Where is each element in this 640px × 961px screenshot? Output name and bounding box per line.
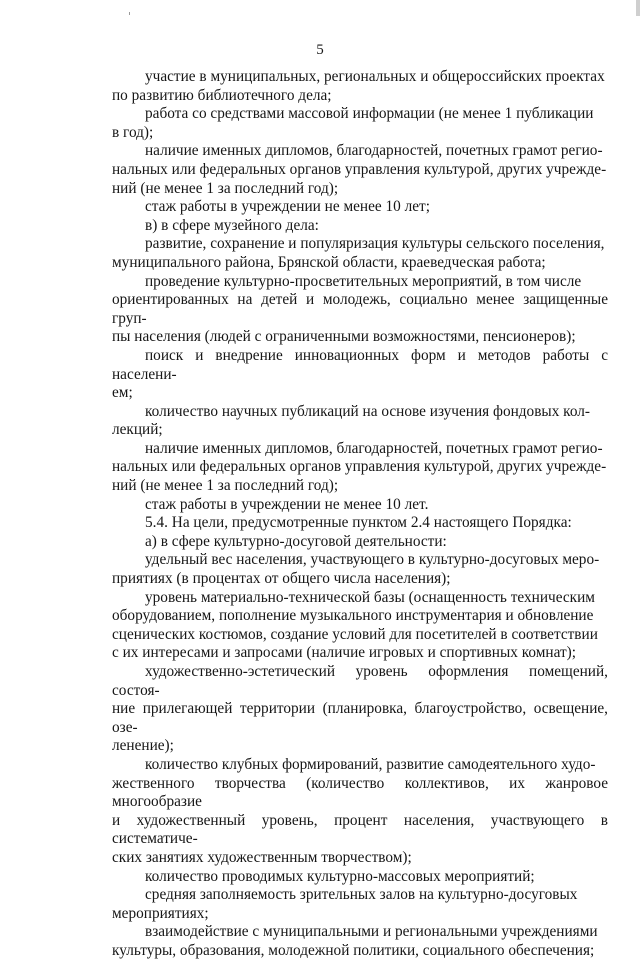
document-body	[112, 68, 608, 961]
paragraph: количество клубных формирований, развитие самодеятельного худо- жественного творчества (количество коллективов, их жанровое многообразие и художественный уровень, процент населения, участвующего в систематиче- ских занятиях художественным творчеством);	[112, 755, 608, 866]
scan-mark	[129, 12, 130, 15]
paragraph: наличие именных дипломов, благодарностей, почетных грамот регио- нальных или федеральных органов управления культурой, других учрежде- ний (не менее 1 за последний год);	[112, 439, 607, 495]
page-number: 5	[316, 42, 324, 58]
paragraph: участие в муниципальных, региональных и общероссийских проектах по развитию библиотечного дела;	[112, 68, 605, 104]
paragraph: взаимодействие с муниципальными и региональными учреждениями культуры, образования, молодежной политики, социального обеспечения;	[112, 923, 598, 959]
paragraph: уровень материально-технической базы (оснащенность техническим оборудованием, пополнение музыкального инструментария и обновление сценических костюмов, создание условий для посетителей в соответствии с их интересами и запросами (наличие игровых и спортивных комнат);	[112, 588, 598, 662]
paragraph: поиск и внедрение инновационных форм и методов работы с населени- ем;	[112, 346, 608, 402]
paragraph: развитие, сохранение и популяризация культуры сельского поселения, муниципального района, Брянской области, краеведческая работа;	[112, 235, 605, 271]
paragraph: 5.4. На цели, предусмотренные пунктом 2.4 настоящего Порядка:	[145, 514, 572, 532]
paragraph: стаж работы в учреждении не менее 10 лет.	[145, 495, 429, 513]
paragraph: а) в сфере культурно-досуговой деятельности:	[145, 532, 447, 550]
paragraph: количество научных публикаций на основе изучения фондовых кол- лекций;	[112, 402, 591, 439]
paragraph: средняя заполняемость зрительных залов на культурно-досуговых мероприятиях;	[112, 886, 578, 922]
paragraph: стаж работы в учреждении не менее 10 лет;	[145, 198, 430, 216]
paragraph: художественно-эстетический уровень оформления помещений, состоя- ние прилегающей территории (планировка, благоустройство, освещение, озе- ленение);	[112, 663, 608, 755]
paragraph: количество проводимых культурно-массовых мероприятий;	[145, 867, 535, 885]
paragraph: наличие именных дипломов, благодарностей, почетных грамот регио- нальных или федеральных органов управления культурой, других учрежде- ний (не менее 1 за последний год);	[112, 142, 607, 197]
paragraph: удельный вес населения, участвующего в культурно-досуговых меро- приятиях (в процентах от общего числа населения);	[112, 551, 600, 588]
paragraph: работа со средствами массовой информации (не менее 1 публикации в год);	[112, 105, 594, 141]
scan-edge	[636, 0, 640, 16]
paragraph: в) в сфере музейного дела:	[145, 216, 319, 234]
paragraph: проведение культурно-просветительных мероприятий, в том числе ориентированных на детей и молодежь, социально менее защищенные груп- пы населения (людей с ограниченными возможностями, пенсионеров);	[112, 272, 608, 346]
